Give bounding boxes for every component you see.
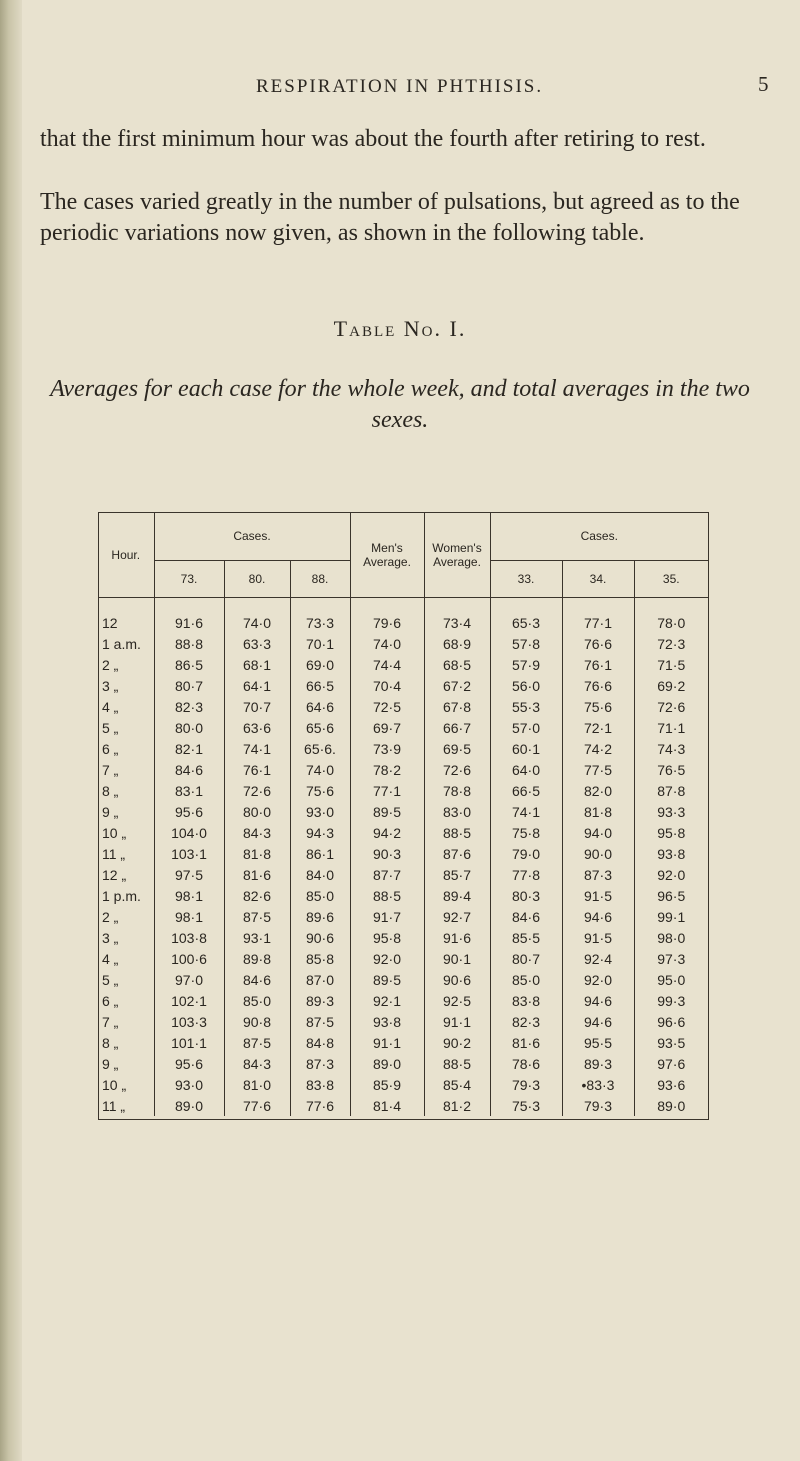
value-cell-c88: 84·8 (290, 1032, 350, 1053)
value-cell-women: 92·7 (424, 906, 490, 927)
value-cell-c80: 84·6 (224, 969, 290, 990)
value-cell-c88: 77·6 (290, 1095, 350, 1116)
value-cell-men: 89·5 (350, 801, 424, 822)
value-cell-men: 74·4 (350, 654, 424, 675)
value-cell-men: 77·1 (350, 780, 424, 801)
value-cell-c73: 80·0 (154, 717, 224, 738)
hour-cell: 9 „ (102, 803, 119, 820)
table-row (98, 948, 708, 969)
hour-cell: 1 p.m. (102, 887, 141, 904)
value-cell-women: 69·5 (424, 738, 490, 759)
paragraph-1: that the first minimum hour was about the fourth after retiring to rest. (40, 126, 706, 152)
value-cell-c80: 81·0 (224, 1074, 290, 1095)
value-cell-c88: 89·3 (290, 990, 350, 1011)
value-cell-c73: 103·8 (154, 927, 224, 948)
value-cell-men: 94·2 (350, 822, 424, 843)
value-cell-c34: 76·1 (562, 654, 634, 675)
value-cell-c35: 95·0 (634, 969, 708, 990)
value-cell-women: 88·5 (424, 822, 490, 843)
value-cell-c34: 94·0 (562, 822, 634, 843)
value-cell-c73: 97·5 (154, 864, 224, 885)
value-cell-c34: 72·1 (562, 717, 634, 738)
table-row (98, 1074, 708, 1095)
hour-cell: 8 „ (102, 1034, 119, 1051)
value-cell-women: 91·1 (424, 1011, 490, 1032)
hour-cell: 6 „ (102, 992, 119, 1009)
value-cell-c33: 84·6 (490, 906, 562, 927)
value-cell-c34: 94·6 (562, 1011, 634, 1032)
hour-cell: 10 „ (102, 1076, 127, 1093)
table-row (98, 906, 708, 927)
value-cell-c33: 82·3 (490, 1011, 562, 1032)
hour-cell: 4 „ (102, 698, 119, 715)
value-cell-c35: 93·6 (634, 1074, 708, 1095)
value-cell-c80: 70·7 (224, 696, 290, 717)
value-cell-c88: 69·0 (290, 654, 350, 675)
value-cell-c34: 92·4 (562, 948, 634, 969)
table-spacer-row (98, 598, 708, 613)
hour-cell: 11 „ (102, 1097, 126, 1114)
value-cell-c35: 96·6 (634, 1011, 708, 1032)
value-cell-c34: 74·2 (562, 738, 634, 759)
value-cell-c33: 78·6 (490, 1053, 562, 1074)
value-cell-c35: 96·5 (634, 885, 708, 906)
hour-cell: 8 „ (102, 782, 119, 799)
value-cell-c34: 76·6 (562, 633, 634, 654)
value-cell-men: 74·0 (350, 633, 424, 654)
value-cell-women: 90·2 (424, 1032, 490, 1053)
hour-cell: 12 „ (102, 866, 127, 883)
table-row (98, 801, 708, 822)
header-case-80: 80. (224, 561, 290, 598)
value-cell-c35: 93·8 (634, 843, 708, 864)
value-cell-c73: 82·3 (154, 696, 224, 717)
value-cell-c33: 74·1 (490, 801, 562, 822)
table-row (98, 822, 708, 843)
table-row (98, 864, 708, 885)
value-cell-women: 90·6 (424, 969, 490, 990)
value-cell-c80: 93·1 (224, 927, 290, 948)
value-cell-c80: 84·3 (224, 822, 290, 843)
value-cell-men: 85·9 (350, 1074, 424, 1095)
value-cell-c34: 87·3 (562, 864, 634, 885)
value-cell-men: 91·7 (350, 906, 424, 927)
hour-cell: 2 „ (102, 656, 119, 673)
value-cell-c80: 85·0 (224, 990, 290, 1011)
table-row (98, 1095, 708, 1116)
value-cell-women: 78·8 (424, 780, 490, 801)
table-row (98, 738, 708, 759)
value-cell-c73: 100·6 (154, 948, 224, 969)
hour-cell: 4 „ (102, 950, 119, 967)
value-cell-men: 90·3 (350, 843, 424, 864)
header-hour: Hour. (98, 512, 154, 598)
value-cell-women: 92·5 (424, 990, 490, 1011)
value-cell-c80: 81·6 (224, 864, 290, 885)
value-cell-c33: 60·1 (490, 738, 562, 759)
header-case-35: 35. (634, 561, 708, 598)
hour-cell: 6 „ (102, 740, 119, 757)
value-cell-men: 79·6 (350, 612, 424, 633)
value-cell-c35: 97·3 (634, 948, 708, 969)
value-cell-c73: 95·6 (154, 801, 224, 822)
header-men-average: Men's Average. (350, 512, 424, 598)
table-row (98, 612, 708, 633)
value-cell-c33: 75·8 (490, 822, 562, 843)
value-cell-men: 81·4 (350, 1095, 424, 1116)
value-cell-men: 89·0 (350, 1053, 424, 1074)
value-cell-c88: 85·8 (290, 948, 350, 969)
value-cell-women: 68·5 (424, 654, 490, 675)
value-cell-c35: 99·1 (634, 906, 708, 927)
hour-cell: 12 (102, 614, 118, 631)
value-cell-women: 66·7 (424, 717, 490, 738)
table-row (98, 843, 708, 864)
value-cell-c73: 101·1 (154, 1032, 224, 1053)
table-row (98, 759, 708, 780)
value-cell-c33: 64·0 (490, 759, 562, 780)
value-cell-c35: 95·8 (634, 822, 708, 843)
value-cell-c34: 77·1 (562, 612, 634, 633)
value-cell-c80: 89·8 (224, 948, 290, 969)
value-cell-c73: 97·0 (154, 969, 224, 990)
hour-cell: 5 „ (102, 971, 119, 988)
header-case-88: 88. (290, 561, 350, 598)
value-cell-c80: 81·8 (224, 843, 290, 864)
value-cell-women: 83·0 (424, 801, 490, 822)
value-cell-women: 68·9 (424, 633, 490, 654)
value-cell-men: 91·1 (350, 1032, 424, 1053)
hour-cell: 7 „ (102, 1013, 119, 1030)
value-cell-men: 92·0 (350, 948, 424, 969)
value-cell-c34: 94·6 (562, 990, 634, 1011)
value-cell-women: 72·6 (424, 759, 490, 780)
value-cell-c88: 64·6 (290, 696, 350, 717)
value-cell-men: 89·5 (350, 969, 424, 990)
header-case-73: 73. (154, 561, 224, 598)
table-row (98, 1011, 708, 1032)
value-cell-c80: 68·1 (224, 654, 290, 675)
table-body (98, 598, 708, 1117)
value-cell-c33: 57·0 (490, 717, 562, 738)
value-cell-c73: 104·0 (154, 822, 224, 843)
table-row (98, 1032, 708, 1053)
value-cell-c73: 95·6 (154, 1053, 224, 1074)
paragraph-2: The cases varied greatly in the number of pulsations, but agreed as to the periodic variations now given, as shown in the following table. (40, 189, 740, 246)
value-cell-c73: 98·1 (154, 885, 224, 906)
value-cell-c88: 90·6 (290, 927, 350, 948)
value-cell-c73: 102·1 (154, 990, 224, 1011)
header-cases-left: Cases. (154, 512, 350, 561)
value-cell-c34: 81·8 (562, 801, 634, 822)
value-cell-c88: 94·3 (290, 822, 350, 843)
value-cell-c35: 74·3 (634, 738, 708, 759)
value-cell-c33: 77·8 (490, 864, 562, 885)
table-row (98, 885, 708, 906)
value-cell-women: 88·5 (424, 1053, 490, 1074)
value-cell-c80: 72·6 (224, 780, 290, 801)
value-cell-c34: 92·0 (562, 969, 634, 990)
value-cell-men: 69·7 (350, 717, 424, 738)
value-cell-c35: 76·5 (634, 759, 708, 780)
value-cell-c88: 87·0 (290, 969, 350, 990)
value-cell-men: 92·1 (350, 990, 424, 1011)
value-cell-c33: 75·3 (490, 1095, 562, 1116)
value-cell-c35: 71·5 (634, 654, 708, 675)
value-cell-c34: 75·6 (562, 696, 634, 717)
value-cell-c33: 81·6 (490, 1032, 562, 1053)
table-row (98, 717, 708, 738)
header-case-34: 34. (562, 561, 634, 598)
hour-cell: 7 „ (102, 761, 119, 778)
value-cell-c88: 66·5 (290, 675, 350, 696)
value-cell-women: 81·2 (424, 1095, 490, 1116)
value-cell-c80: 74·0 (224, 612, 290, 633)
value-cell-c88: 86·1 (290, 843, 350, 864)
value-cell-c80: 82·6 (224, 885, 290, 906)
value-cell-c80: 84·3 (224, 1053, 290, 1074)
header-women-average: Women's Average. (424, 512, 490, 598)
table-row (98, 654, 708, 675)
value-cell-c35: 69·2 (634, 675, 708, 696)
value-cell-c33: 83·8 (490, 990, 562, 1011)
value-cell-women: 89·4 (424, 885, 490, 906)
value-cell-c88: 73·3 (290, 612, 350, 633)
value-cell-men: 70·4 (350, 675, 424, 696)
value-cell-c73: 84·6 (154, 759, 224, 780)
value-cell-c73: 86·5 (154, 654, 224, 675)
value-cell-c80: 77·6 (224, 1095, 290, 1116)
value-cell-c80: 87·5 (224, 1032, 290, 1053)
value-cell-c88: 85·0 (290, 885, 350, 906)
value-cell-c88: 87·5 (290, 1011, 350, 1032)
value-cell-c35: 71·1 (634, 717, 708, 738)
value-cell-c73: 91·6 (154, 612, 224, 633)
value-cell-c73: 83·1 (154, 780, 224, 801)
value-cell-women: 87·6 (424, 843, 490, 864)
value-cell-c33: 80·3 (490, 885, 562, 906)
value-cell-c35: 93·5 (634, 1032, 708, 1053)
value-cell-c80: 76·1 (224, 759, 290, 780)
table-row (98, 675, 708, 696)
value-cell-c73: 88·8 (154, 633, 224, 654)
value-cell-c73: 89·0 (154, 1095, 224, 1116)
table-row (98, 780, 708, 801)
table-row (98, 927, 708, 948)
value-cell-men: 88·5 (350, 885, 424, 906)
hour-cell: 3 „ (102, 929, 119, 946)
value-cell-c33: 57·8 (490, 633, 562, 654)
value-cell-c33: 56·0 (490, 675, 562, 696)
value-cell-men: 87·7 (350, 864, 424, 885)
value-cell-c35: 72·6 (634, 696, 708, 717)
value-cell-c88: 65·6 (290, 717, 350, 738)
value-cell-c88: 70·1 (290, 633, 350, 654)
value-cell-c73: 80·7 (154, 675, 224, 696)
value-cell-c34: 79·3 (562, 1095, 634, 1116)
value-cell-men: 95·8 (350, 927, 424, 948)
value-cell-c88: 83·8 (290, 1074, 350, 1095)
value-cell-women: 67·2 (424, 675, 490, 696)
value-cell-c80: 80·0 (224, 801, 290, 822)
table-title: Table No. I. (333, 316, 467, 341)
value-cell-women: 90·1 (424, 948, 490, 969)
value-cell-c35: 93·3 (634, 801, 708, 822)
value-cell-c34: 91·5 (562, 885, 634, 906)
running-head: RESPIRATION IN PHTHISIS. (256, 76, 544, 97)
value-cell-c73: 93·0 (154, 1074, 224, 1095)
value-cell-c34: 94·6 (562, 906, 634, 927)
value-cell-c35: 87·8 (634, 780, 708, 801)
value-cell-c35: 72·3 (634, 633, 708, 654)
value-cell-c80: 63·6 (224, 717, 290, 738)
header-cases-right: Cases. (490, 512, 708, 561)
value-cell-c35: 92·0 (634, 864, 708, 885)
value-cell-c33: 66·5 (490, 780, 562, 801)
value-cell-c80: 64·1 (224, 675, 290, 696)
header-case-33: 33. (490, 561, 562, 598)
hour-cell: 9 „ (102, 1055, 119, 1072)
hour-cell: 11 „ (102, 845, 126, 862)
value-cell-c88: 65·6. (290, 738, 350, 759)
value-cell-men: 78·2 (350, 759, 424, 780)
table-row (98, 990, 708, 1011)
value-cell-c34: 82·0 (562, 780, 634, 801)
value-cell-c80: 63·3 (224, 633, 290, 654)
table-row (98, 696, 708, 717)
value-cell-men: 73·9 (350, 738, 424, 759)
value-cell-c73: 103·1 (154, 843, 224, 864)
hour-cell: 10 „ (102, 824, 127, 841)
value-cell-c88: 87·3 (290, 1053, 350, 1074)
value-cell-c33: 79·0 (490, 843, 562, 864)
value-cell-c33: 65·3 (490, 612, 562, 633)
value-cell-c88: 84·0 (290, 864, 350, 885)
table-row (98, 633, 708, 654)
value-cell-c73: 82·1 (154, 738, 224, 759)
value-cell-c33: 55·3 (490, 696, 562, 717)
value-cell-c35: 97·6 (634, 1053, 708, 1074)
value-cell-women: 85·7 (424, 864, 490, 885)
value-cell-c33: 80·7 (490, 948, 562, 969)
data-table (98, 512, 708, 1116)
table-caption: Averages for each case for the whole week, and total averages in the two sexes. (50, 376, 750, 433)
table-row (98, 1053, 708, 1074)
hour-cell: 3 „ (102, 677, 119, 694)
value-cell-c88: 89·6 (290, 906, 350, 927)
value-cell-c33: 85·0 (490, 969, 562, 990)
hour-cell: 5 „ (102, 719, 119, 736)
value-cell-c34: 76·6 (562, 675, 634, 696)
value-cell-c80: 74·1 (224, 738, 290, 759)
value-cell-c73: 98·1 (154, 906, 224, 927)
value-cell-c34: 90·0 (562, 843, 634, 864)
value-cell-women: 85·4 (424, 1074, 490, 1095)
value-cell-c33: 57·9 (490, 654, 562, 675)
value-cell-c88: 74·0 (290, 759, 350, 780)
value-cell-c34: 95·5 (562, 1032, 634, 1053)
value-cell-c80: 87·5 (224, 906, 290, 927)
value-cell-c34: 77·5 (562, 759, 634, 780)
value-cell-c33: 85·5 (490, 927, 562, 948)
value-cell-women: 67·8 (424, 696, 490, 717)
value-cell-c35: 99·3 (634, 990, 708, 1011)
value-cell-c34: 89·3 (562, 1053, 634, 1074)
value-cell-c80: 90·8 (224, 1011, 290, 1032)
value-cell-c35: 89·0 (634, 1095, 708, 1116)
value-cell-c73: 103·3 (154, 1011, 224, 1032)
value-cell-women: 91·6 (424, 927, 490, 948)
value-cell-c35: 98·0 (634, 927, 708, 948)
value-cell-men: 72·5 (350, 696, 424, 717)
value-cell-c33: 79·3 (490, 1074, 562, 1095)
value-cell-c88: 75·6 (290, 780, 350, 801)
table-row (98, 969, 708, 990)
hour-cell: 1 a.m. (102, 635, 141, 652)
page-number: 5 (758, 72, 769, 96)
value-cell-c34: 91·5 (562, 927, 634, 948)
value-cell-men: 93·8 (350, 1011, 424, 1032)
value-cell-c34: •83·3 (562, 1074, 634, 1095)
value-cell-c35: 78·0 (634, 612, 708, 633)
hour-cell: 2 „ (102, 908, 119, 925)
value-cell-c88: 93·0 (290, 801, 350, 822)
value-cell-women: 73·4 (424, 612, 490, 633)
